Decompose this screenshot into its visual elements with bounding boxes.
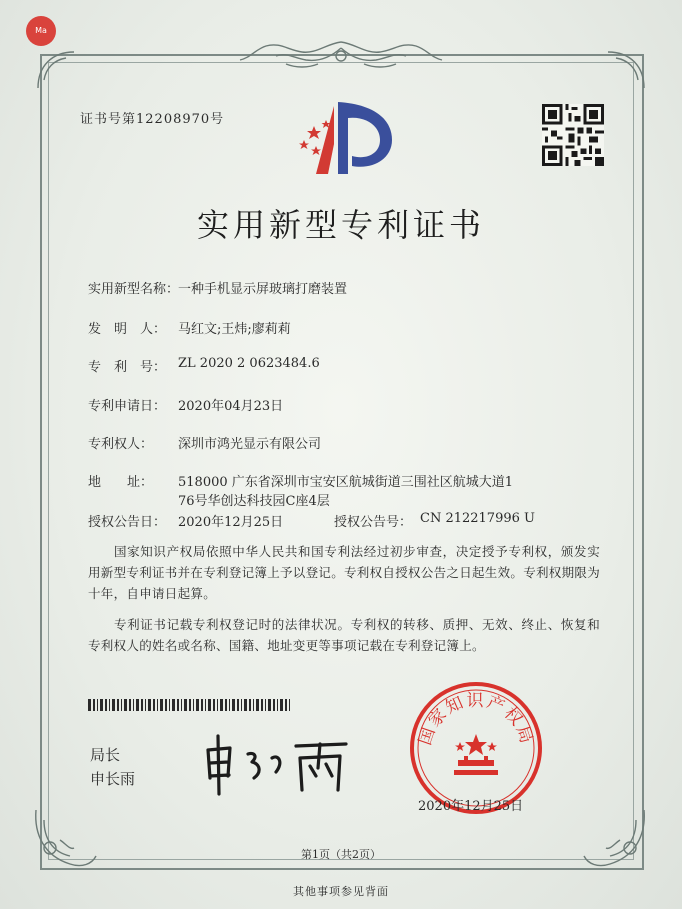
certificate-number: 证书号第12208970号 <box>80 112 225 127</box>
legal-status-statement: 专利证书记载专利权登记时的法律状况。专利权的转移、质押、无效、终止、恢复和专利权人的姓名或名称、国籍、地址变更等事项记载在专利登记簿上。 <box>88 617 600 653</box>
field-label: 地 址： <box>88 475 154 490</box>
qr-code-icon <box>542 104 604 166</box>
field-value: 一种手机显示屏玻璃打磨装置 <box>178 282 348 297</box>
corner-stamp: Ma <box>26 16 56 46</box>
corner-ornament-tr-icon <box>606 50 646 90</box>
grant-statement: 国家知识产权局依照中华人民共和国专利法经过初步审查，决定授予专利权，颁发实用新型专利证书并在专利登记簿上予以登记。专利权自授权公告之日起生效。专利权期限为十年，自申请日起算。 <box>88 544 601 601</box>
field-label: 授权公告日： <box>88 515 167 530</box>
barcode-icon <box>88 699 294 711</box>
field-label: 专利申请日： <box>88 399 167 414</box>
certificate-title: 实用新型专利证书 <box>196 206 485 244</box>
field-label: 专利权人： <box>88 437 154 452</box>
svg-text:国家知识产权局: 国家知识产权局 <box>415 691 537 748</box>
field-label: 授权公告号： <box>334 515 413 530</box>
top-ornament-icon <box>236 38 446 72</box>
page-number: 第1页（共2页） <box>301 848 381 861</box>
field-value: CN 212217996 U <box>420 511 535 526</box>
patent-office-logo-icon <box>294 96 398 182</box>
field-value: ZL 2020 2 0623484.6 <box>178 356 320 371</box>
field-value: 马红文;王炜;廖莉莉 <box>178 322 291 337</box>
seal-date: 2020年12月25日 <box>418 799 524 814</box>
director-title: 局长 <box>90 746 121 764</box>
field-label: 实用新型名称： <box>88 282 180 297</box>
director-name: 申长雨 <box>90 770 136 788</box>
field-value: 76号华创达科技园C座4层 <box>178 494 330 509</box>
field-value: 2020年04月23日 <box>178 399 284 414</box>
field-value: 深圳市鸿光显示有限公司 <box>178 437 322 452</box>
field-value: 518000 广东省深圳市宝安区航城街道三围社区航城大道1 <box>178 475 514 490</box>
signature-image <box>200 728 350 798</box>
footer-note: 其他事项参见背面 <box>293 885 389 898</box>
field-label: 发 明 人： <box>88 322 167 337</box>
corner-ornament-tl-icon <box>36 50 76 90</box>
field-label: 专 利 号： <box>88 360 167 375</box>
field-value: 2020年12月25日 <box>178 515 284 530</box>
